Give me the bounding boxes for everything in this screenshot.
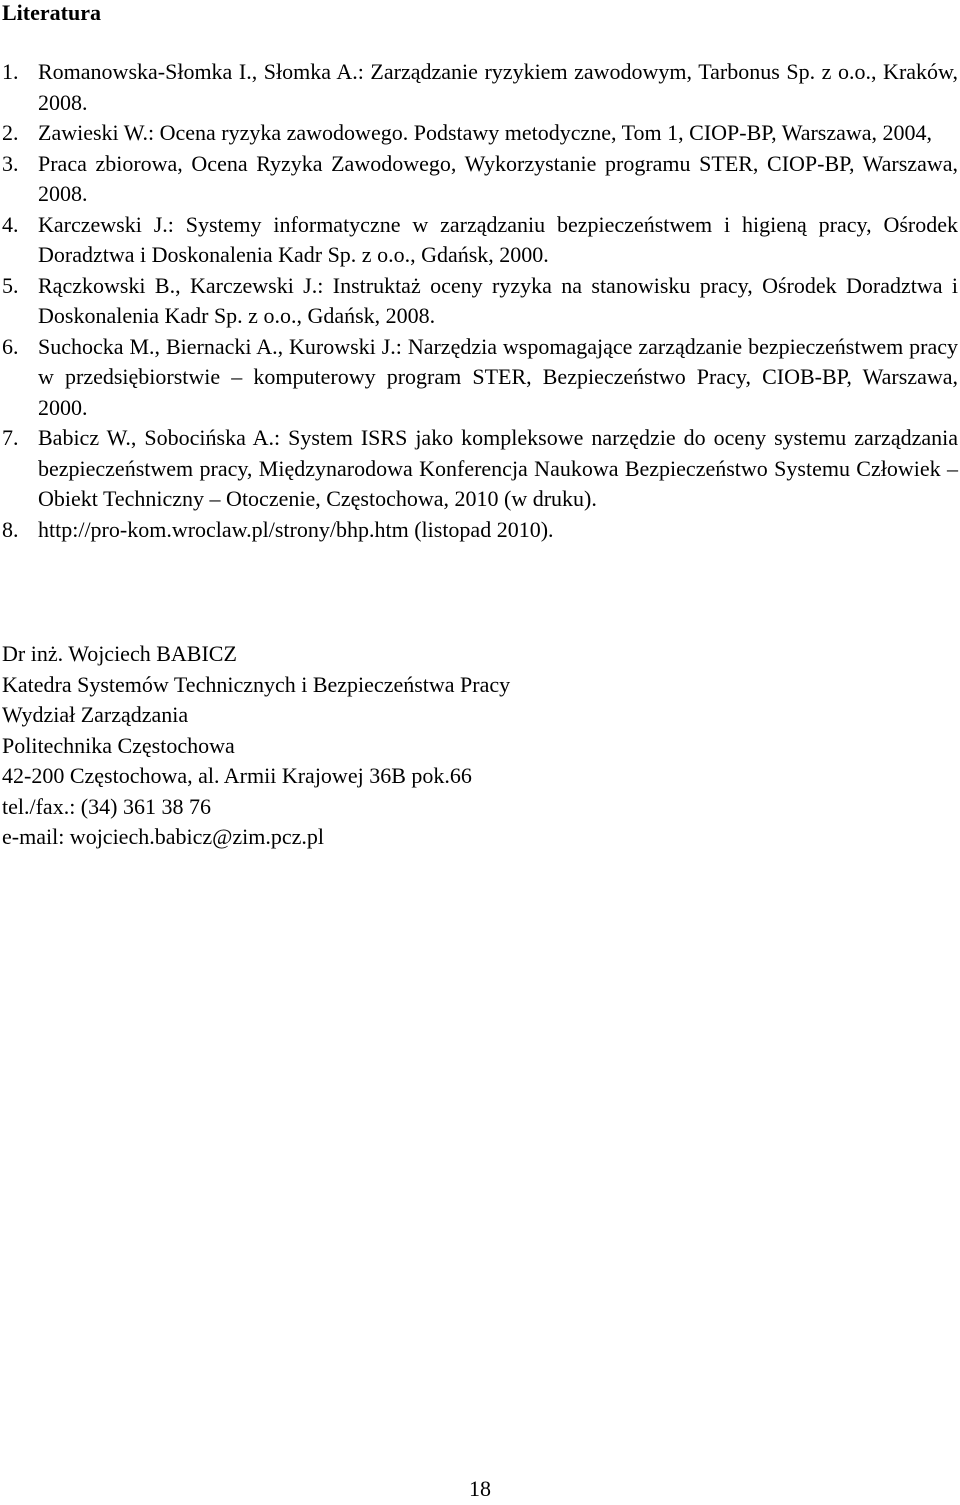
author-university: Politechnika Częstochowa [2,732,235,758]
reference-item [0,423,960,515]
reference-number: 5. [2,272,19,298]
reference-number: 2. [2,120,19,145]
page-number: 18 [469,1476,491,1501]
author-block [2,639,902,853]
author-name: Dr inż. Wojciech BABICZ [2,641,237,666]
reference-list [0,57,960,545]
reference-number: 4. [2,211,19,237]
reference-item [0,210,960,271]
author-phone: tel./fax.: (34) 361 38 76 [2,793,211,819]
reference-item [0,271,960,332]
reference-text: Zawieski W.: Ocena ryzyka zawodowego. Podstawy metodyczne, Tom 1, CIOP-BP, Warszawa, 2004, [38,120,933,145]
reference-item [0,149,960,210]
reference-text: Suchocka M., Biernacki A., Kurowski J.: Narzędzia wspomagające zarządzanie bezpieczeństwem pracy w przedsiębiorstwie – komputerowy program STER, Bezpieczeństwo Pracy, CIOB-BP, Warszawa, 2000. [38,333,958,420]
reference-text: Babicz W., Sobocińska A.: System ISRS jako kompleksowe narzędzie do oceny systemu zarządzania bezpieczeństwem pracy, Międzynarodowa Konferencja Naukowa Bezpieczeństwo Systemu Człowiek – Obiekt Techniczny – Otoczenie, Częstochowa, 2010 (w druku). [38,425,958,511]
author-department: Katedra Systemów Technicznych i Bezpieczeństwa Pracy [2,671,511,697]
section-heading: Literatura [2,0,101,25]
reference-item [0,332,960,424]
reference-number: 1. [2,59,19,84]
reference-item [0,118,960,149]
reference-item [0,57,960,118]
reference-number: 6. [2,333,19,359]
reference-text: Romanowska-Słomka I., Słomka A.: Zarządzanie ryzykiem zawodowym, Tarbonus Sp. z o.o., Kraków, 2008. [38,59,958,115]
reference-item [0,515,960,546]
author-faculty: Wydział Zarządzania [2,702,189,727]
reference-number: 7. [2,425,19,450]
reference-text: Praca zbiorowa, Ocena Ryzyka Zawodowego, Wykorzystanie programu STER, CIOP-BP, Warszawa, 2008. [38,150,958,206]
reference-number: 8. [2,516,19,542]
author-email[interactable]: e-mail: wojciech.babicz@zim.pcz.pl [2,824,325,849]
reference-text: Rączkowski B., Karczewski J.: Instruktaż oceny ryzyka na stanowisku pracy, Ośrodek Doradztwa i Doskonalenia Kadr Sp. z o.o., Gdańsk, 2008. [38,272,958,328]
author-address: 42-200 Częstochowa, al. Armii Krajowej 36B pok.66 [2,763,472,788]
reference-link[interactable]: http://pro-kom.wroclaw.pl/strony/bhp.htm (listopad 2010). [38,516,554,542]
reference-text: Karczewski J.: Systemy informatyczne w zarządzaniu bezpieczeństwem i higieną pracy, Ośrodek Doradztwa i Doskonalenia Kadr Sp. z o.o., Gdańsk, 2000. [38,211,958,267]
reference-number: 3. [2,150,19,176]
